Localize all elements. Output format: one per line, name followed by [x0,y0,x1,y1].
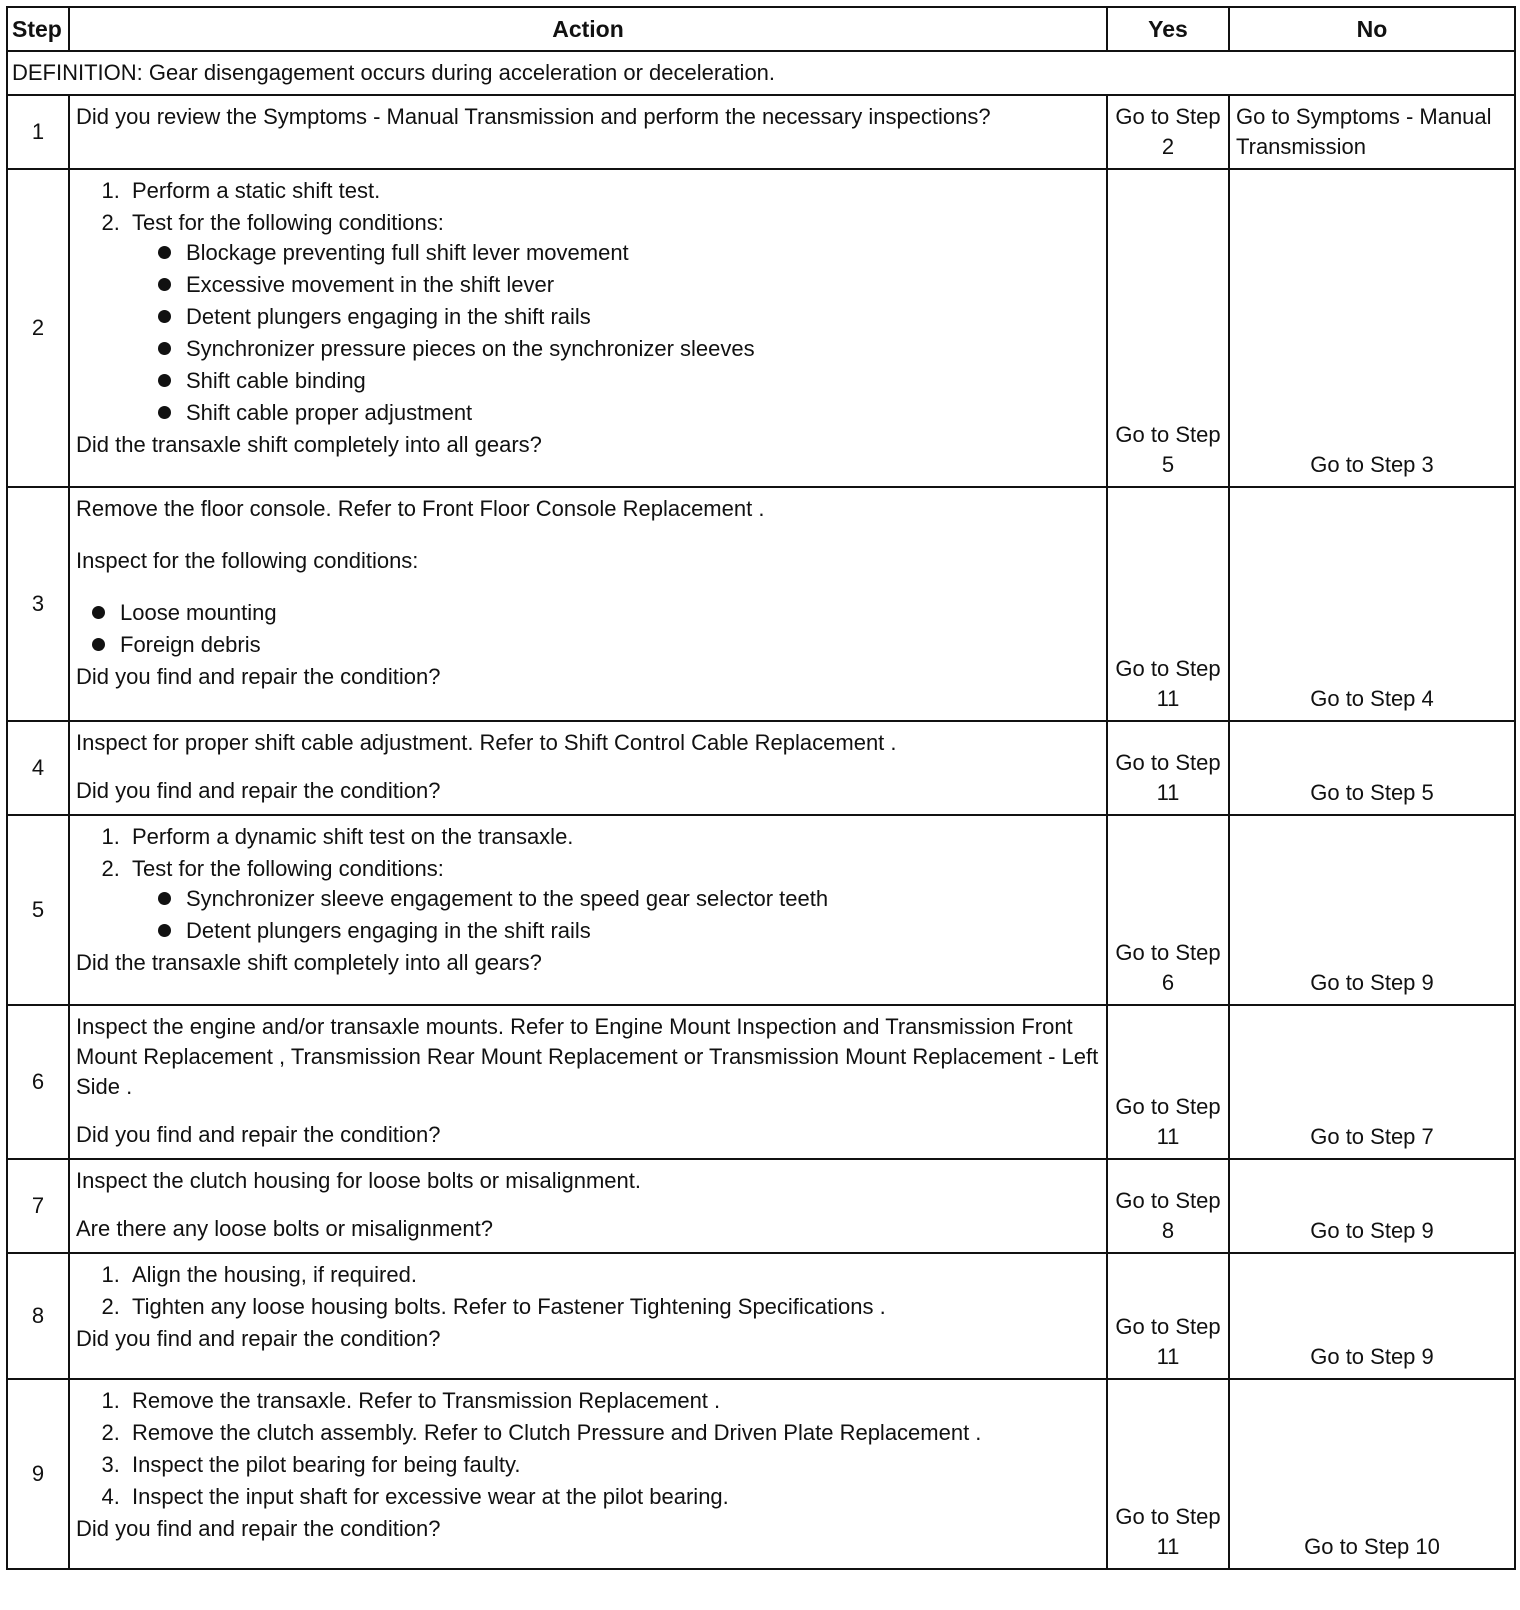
header-step: Step [7,7,69,51]
action-cell [69,721,1107,815]
list-item: 4. Inspect the input shaft for excessive wear at the pilot bearing. [126,1482,1100,1512]
table-row [7,169,1515,487]
action-cell [69,815,1107,1005]
action-question: Did you review the Symptoms - Manual Transmission and perform the necessary inspections? [76,104,991,129]
no-cell: Go to Step 9 [1229,1253,1515,1379]
numbered-list [76,176,1100,428]
yes-cell: Go to Step 5 [1107,169,1229,487]
bullet-item: Loose mounting [92,598,1100,628]
bullet-item: Shift cable binding [158,366,1100,396]
definition-text: DEFINITION: Gear disengagement occurs during acceleration or deceleration. [7,51,1515,95]
bullet-list [132,884,1100,946]
yes-cell: Go to Step 11 [1107,1253,1229,1379]
yes-cell: Go to Step 8 [1107,1159,1229,1253]
list-item: 3. Inspect the pilot bearing for being faulty. [126,1450,1100,1480]
list-item-text: Test for the following conditions: [132,856,444,881]
step-number: 4 [7,721,69,815]
header-yes: Yes [1107,7,1229,51]
table-row [7,1253,1515,1379]
yes-cell: Go to Step 6 [1107,815,1229,1005]
no-cell: Go to Step 9 [1229,1159,1515,1253]
yes-cell: Go to Step 11 [1107,1005,1229,1159]
step-number: 9 [7,1379,69,1569]
action-cell [69,1253,1107,1379]
action-lead: Inspect for the following conditions: [76,548,419,573]
bullet-list [132,238,1100,428]
action-cell [69,169,1107,487]
step-number: 7 [7,1159,69,1253]
action-cell [69,95,1107,169]
bullet-item: Synchronizer pressure pieces on the synchronizer sleeves [158,334,1100,364]
table-row [7,1379,1515,1569]
yes-cell: Go to Step 2 [1107,95,1229,169]
no-cell: Go to Step 7 [1229,1005,1515,1159]
table-row [7,95,1515,169]
header-row [7,7,1515,51]
numbered-list [76,1386,1100,1512]
bullet-item: Blockage preventing full shift lever movement [158,238,1100,268]
action-question: Did you find and repair the condition? [76,1122,441,1147]
action-cell [69,1005,1107,1159]
action-intro: Inspect the clutch housing for loose bolts or misalignment. [76,1168,641,1193]
yes-cell: Go to Step 11 [1107,487,1229,721]
step-number: 3 [7,487,69,721]
action-intro: Inspect the engine and/or transaxle mounts. Refer to Engine Mount Inspection and Transmission Front Mount Replacement , Transmission Rear Mount Replacement or Transmission Mount Replacement - Left Side . [76,1014,1099,1099]
table-row [7,721,1515,815]
list-item: 2. Remove the clutch assembly. Refer to Clutch Pressure and Driven Plate Replacement . [126,1418,1100,1448]
list-item [126,854,1100,946]
action-question: Did you find and repair the condition? [76,1326,441,1351]
bullet-list [76,598,1100,660]
header-no: No [1229,7,1515,51]
step-number: 6 [7,1005,69,1159]
list-item [126,208,1100,428]
action-cell [69,487,1107,721]
action-question: Did the transaxle shift completely into all gears? [76,950,542,975]
action-question: Did you find and repair the condition? [76,778,441,803]
action-question: Are there any loose bolts or misalignment? [76,1216,493,1241]
list-item: 1. Perform a static shift test. [126,176,1100,206]
list-item: 1. Remove the transaxle. Refer to Transmission Replacement . [126,1386,1100,1416]
no-cell: Go to Step 4 [1229,487,1515,721]
definition-row [7,51,1515,95]
action-question: Did you find and repair the condition? [76,664,441,689]
bullet-item: Detent plungers engaging in the shift rails [158,916,1100,946]
step-number: 2 [7,169,69,487]
bullet-item: Foreign debris [92,630,1100,660]
action-cell [69,1159,1107,1253]
yes-cell: Go to Step 11 [1107,1379,1229,1569]
step-number: 5 [7,815,69,1005]
diagnostic-table-container [6,6,1514,1570]
no-cell: Go to Step 5 [1229,721,1515,815]
numbered-list [76,822,1100,946]
step-number: 1 [7,95,69,169]
list-item-text: Test for the following conditions: [132,210,444,235]
list-item: 1. Align the housing, if required. [126,1260,1100,1290]
bullet-item: Shift cable proper adjustment [158,398,1100,428]
step-number: 8 [7,1253,69,1379]
action-question: Did you find and repair the condition? [76,1516,441,1541]
action-intro: Remove the floor console. Refer to Front Floor Console Replacement . [76,496,765,521]
no-cell: Go to Step 10 [1229,1379,1515,1569]
table-row [7,1005,1515,1159]
action-cell [69,1379,1107,1569]
action-question: Did the transaxle shift completely into all gears? [76,432,542,457]
no-cell: Go to Step 3 [1229,169,1515,487]
yes-cell: Go to Step 11 [1107,721,1229,815]
list-item: 2. Tighten any loose housing bolts. Refer to Fastener Tightening Specifications . [126,1292,1100,1322]
diagnostic-table [6,6,1516,1570]
header-action: Action [69,7,1107,51]
bullet-item: Excessive movement in the shift lever [158,270,1100,300]
bullet-item: Synchronizer sleeve engagement to the speed gear selector teeth [158,884,1100,914]
no-cell: Go to Symptoms - Manual Transmission [1229,95,1515,169]
bullet-item: Detent plungers engaging in the shift rails [158,302,1100,332]
action-intro: Inspect for proper shift cable adjustment. Refer to Shift Control Cable Replacement . [76,730,897,755]
numbered-list [76,1260,1100,1322]
table-row [7,487,1515,721]
table-row [7,1159,1515,1253]
table-row [7,815,1515,1005]
no-cell: Go to Step 9 [1229,815,1515,1005]
list-item: 1. Perform a dynamic shift test on the transaxle. [126,822,1100,852]
